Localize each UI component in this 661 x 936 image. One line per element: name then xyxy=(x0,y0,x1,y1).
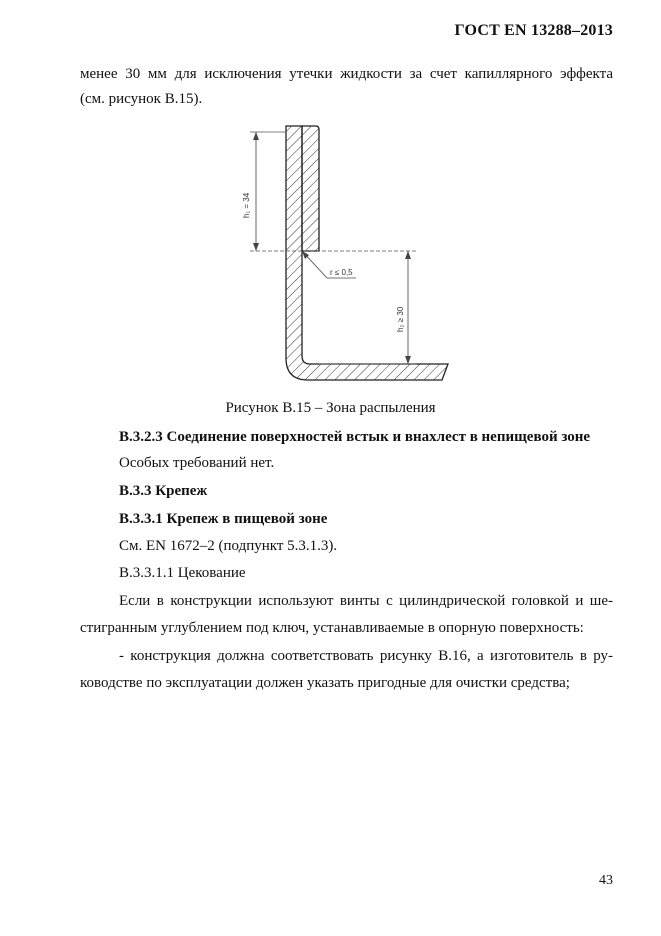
spray-zone-figure xyxy=(230,118,460,393)
dimension-h1-label: h₁ = 34 xyxy=(242,192,251,218)
section-title-b3-3: В.3.3 Крепеж xyxy=(119,483,208,499)
overlap-sheet-profile xyxy=(302,126,319,251)
dimension-radius-label: r ≤ 0,5 xyxy=(330,268,353,277)
intro-line-1: менее 30 мм для исключения утечки жидкости за счет капиллярного эффекта xyxy=(80,66,613,82)
section-text-b3-3-1: См. EN 1672–2 (подпункт 5.3.1.3). xyxy=(119,538,338,554)
intro-line-2: (см. рисунок В.15). xyxy=(80,91,203,107)
dimension-h2-label: h₂ ≥ 30 xyxy=(396,306,405,332)
section-title-b3-2-3: В.3.2.3 Соединение поверхностей встык и внахлест в непищевой зоне xyxy=(119,429,591,445)
figure-caption: Рисунок В.15 – Зона распыления xyxy=(225,400,436,416)
document-header: ГОСТ EN 13288–2013 xyxy=(454,22,613,39)
paragraph-2-line-2: ководстве по эксплуатации должен указать пригодные для очистки средства; xyxy=(80,675,570,691)
section-title-b3-3-1-1: В.3.3.1.1 Цекование xyxy=(119,565,246,581)
paragraph-1-line-2: стигранным углублением под ключ, устанавливаемые в опорную поверхность: xyxy=(80,620,584,636)
page-number: 43 xyxy=(599,873,613,888)
section-text-b3-2-3: Особых требований нет. xyxy=(119,455,275,471)
paragraph-2-line-1: - конструкция должна соответствовать рисунку В.16, а изготовитель в ру- xyxy=(119,648,613,664)
section-title-b3-3-1: В.3.3.1 Крепеж в пищевой зоне xyxy=(119,511,328,527)
paragraph-1-line-1: Если в конструкции используют винты с цилиндрической головкой и ше- xyxy=(119,593,613,609)
